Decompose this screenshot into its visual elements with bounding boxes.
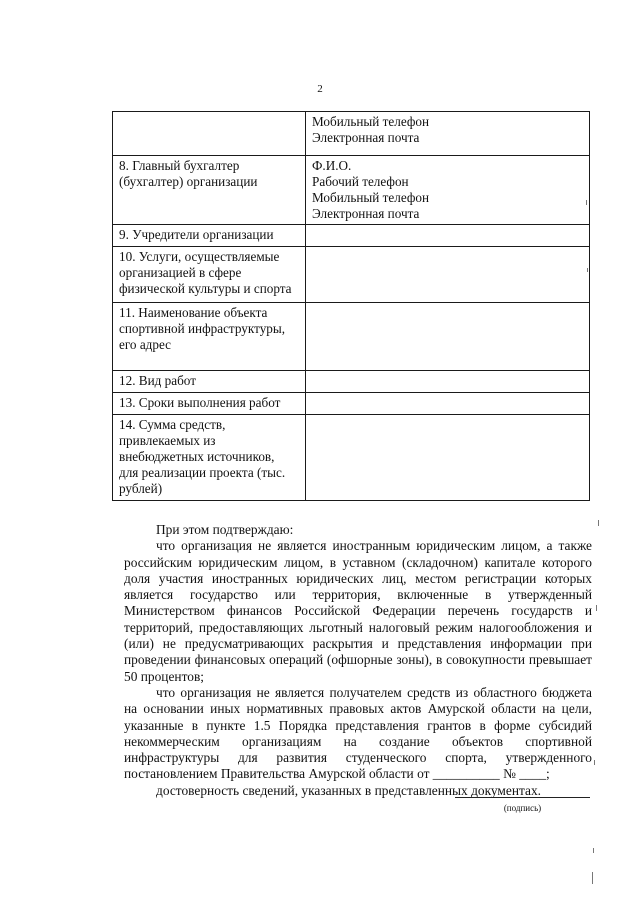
row-label-line: для реализации проекта (тыс. xyxy=(119,465,286,480)
row-label-line: 11. Наименование объекта xyxy=(119,305,268,320)
table-row xyxy=(113,303,590,371)
scan-artifact xyxy=(592,872,593,884)
row-label-cell xyxy=(113,247,306,303)
row-value-cell xyxy=(306,225,590,247)
row-label-line: (бухгалтер) организации xyxy=(119,174,258,189)
row-label-cell xyxy=(113,303,306,371)
row-value-line: Электронная почта xyxy=(312,130,420,145)
scan-artifact xyxy=(593,848,594,853)
row-value-cell xyxy=(306,156,590,225)
row-value-cell xyxy=(306,415,590,501)
row-label-line: привлекаемых из xyxy=(119,433,216,448)
organization-info-table xyxy=(112,111,590,501)
row-label-line: спортивной инфраструктуры, xyxy=(119,321,286,336)
page-number: 2 xyxy=(317,83,323,95)
row-label-cell xyxy=(113,225,306,247)
table-row xyxy=(113,112,590,156)
row-value-line: Рабочий телефон xyxy=(312,174,409,189)
row-label-line: рублей) xyxy=(119,481,163,496)
confirmation-item-no-other-funding: что организация не является получателем средств из областного бюджета на основании иных нормативных правовых актов Амурской области на цели, указанные в пункте 1.5 Порядка представления грантов в форме субсидий некоммерческим организациям на создание объектов спортивной инфраструктуры для развития студенческого спорта, утвержденного постановлением Правительства Амурской области от __________ № ____; xyxy=(124,684,592,782)
table-row xyxy=(113,393,590,415)
scan-artifact xyxy=(586,200,587,205)
table-row xyxy=(113,156,590,225)
row-value-cell xyxy=(306,247,590,303)
row-label-line: его адрес xyxy=(119,337,172,352)
table-row xyxy=(113,371,590,393)
row-value-line: Мобильный телефон xyxy=(312,190,430,205)
table-row xyxy=(113,247,590,303)
row-label-line: 14. Сумма средств, xyxy=(119,417,226,432)
row-label-line: внебюджетных источников, xyxy=(119,449,275,464)
row-label-cell xyxy=(113,112,306,156)
table-row xyxy=(113,415,590,501)
signature-line xyxy=(455,797,590,798)
row-label-line: организацией в сфере xyxy=(119,265,242,280)
confirmation-item-foreign-entity: что организация не является иностранным юридическим лицом, а также российским юридическим лицом, в уставном (складочном) капитале которого доля участия иностранных юридических лиц, местом регистрации которых является государство или территория, включенные в утвержденный Министерством финансов Российской Федерации перечень государств и территорий, предоставляющих льготный налоговый режим налогообложения и (или) не предусматривающих раскрытия и представления информации при проведении финансовых операций (офшорные зоны), в совокупности превышает 50 процентов; xyxy=(124,538,592,684)
row-value-cell xyxy=(306,112,590,156)
confirmation-item-accuracy: достоверность сведений, указанных в представленных документах. xyxy=(156,782,542,798)
row-label-cell xyxy=(113,156,306,225)
row-value-cell xyxy=(306,393,590,415)
scan-artifact xyxy=(598,520,599,526)
row-value-line: Мобильный телефон xyxy=(312,114,430,129)
row-label-cell xyxy=(113,371,306,393)
scan-artifact xyxy=(594,760,595,765)
row-label-line: 13. Сроки выполнения работ xyxy=(119,395,281,410)
row-value-line: Ф.И.О. xyxy=(312,158,352,173)
scan-artifact xyxy=(596,605,597,611)
row-value-cell xyxy=(306,371,590,393)
row-value-cell xyxy=(306,303,590,371)
row-label-line: физической культуры и спорта xyxy=(119,281,292,296)
row-label-cell xyxy=(113,393,306,415)
row-label-line: 12. Вид работ xyxy=(119,373,196,388)
row-label-cell xyxy=(113,415,306,501)
table-row xyxy=(113,225,590,247)
signature-caption: (подпись) xyxy=(503,803,542,813)
confirmation-intro: При этом подтверждаю: xyxy=(156,522,294,537)
row-label-line: 9. Учредители организации xyxy=(119,227,274,242)
scan-artifact xyxy=(587,268,588,272)
row-label-line: 10. Услуги, осуществляемые xyxy=(119,249,280,264)
confirmation-block xyxy=(124,522,592,799)
row-label-line: 8. Главный бухгалтер xyxy=(119,158,240,173)
row-value-line: Электронная почта xyxy=(312,206,420,221)
